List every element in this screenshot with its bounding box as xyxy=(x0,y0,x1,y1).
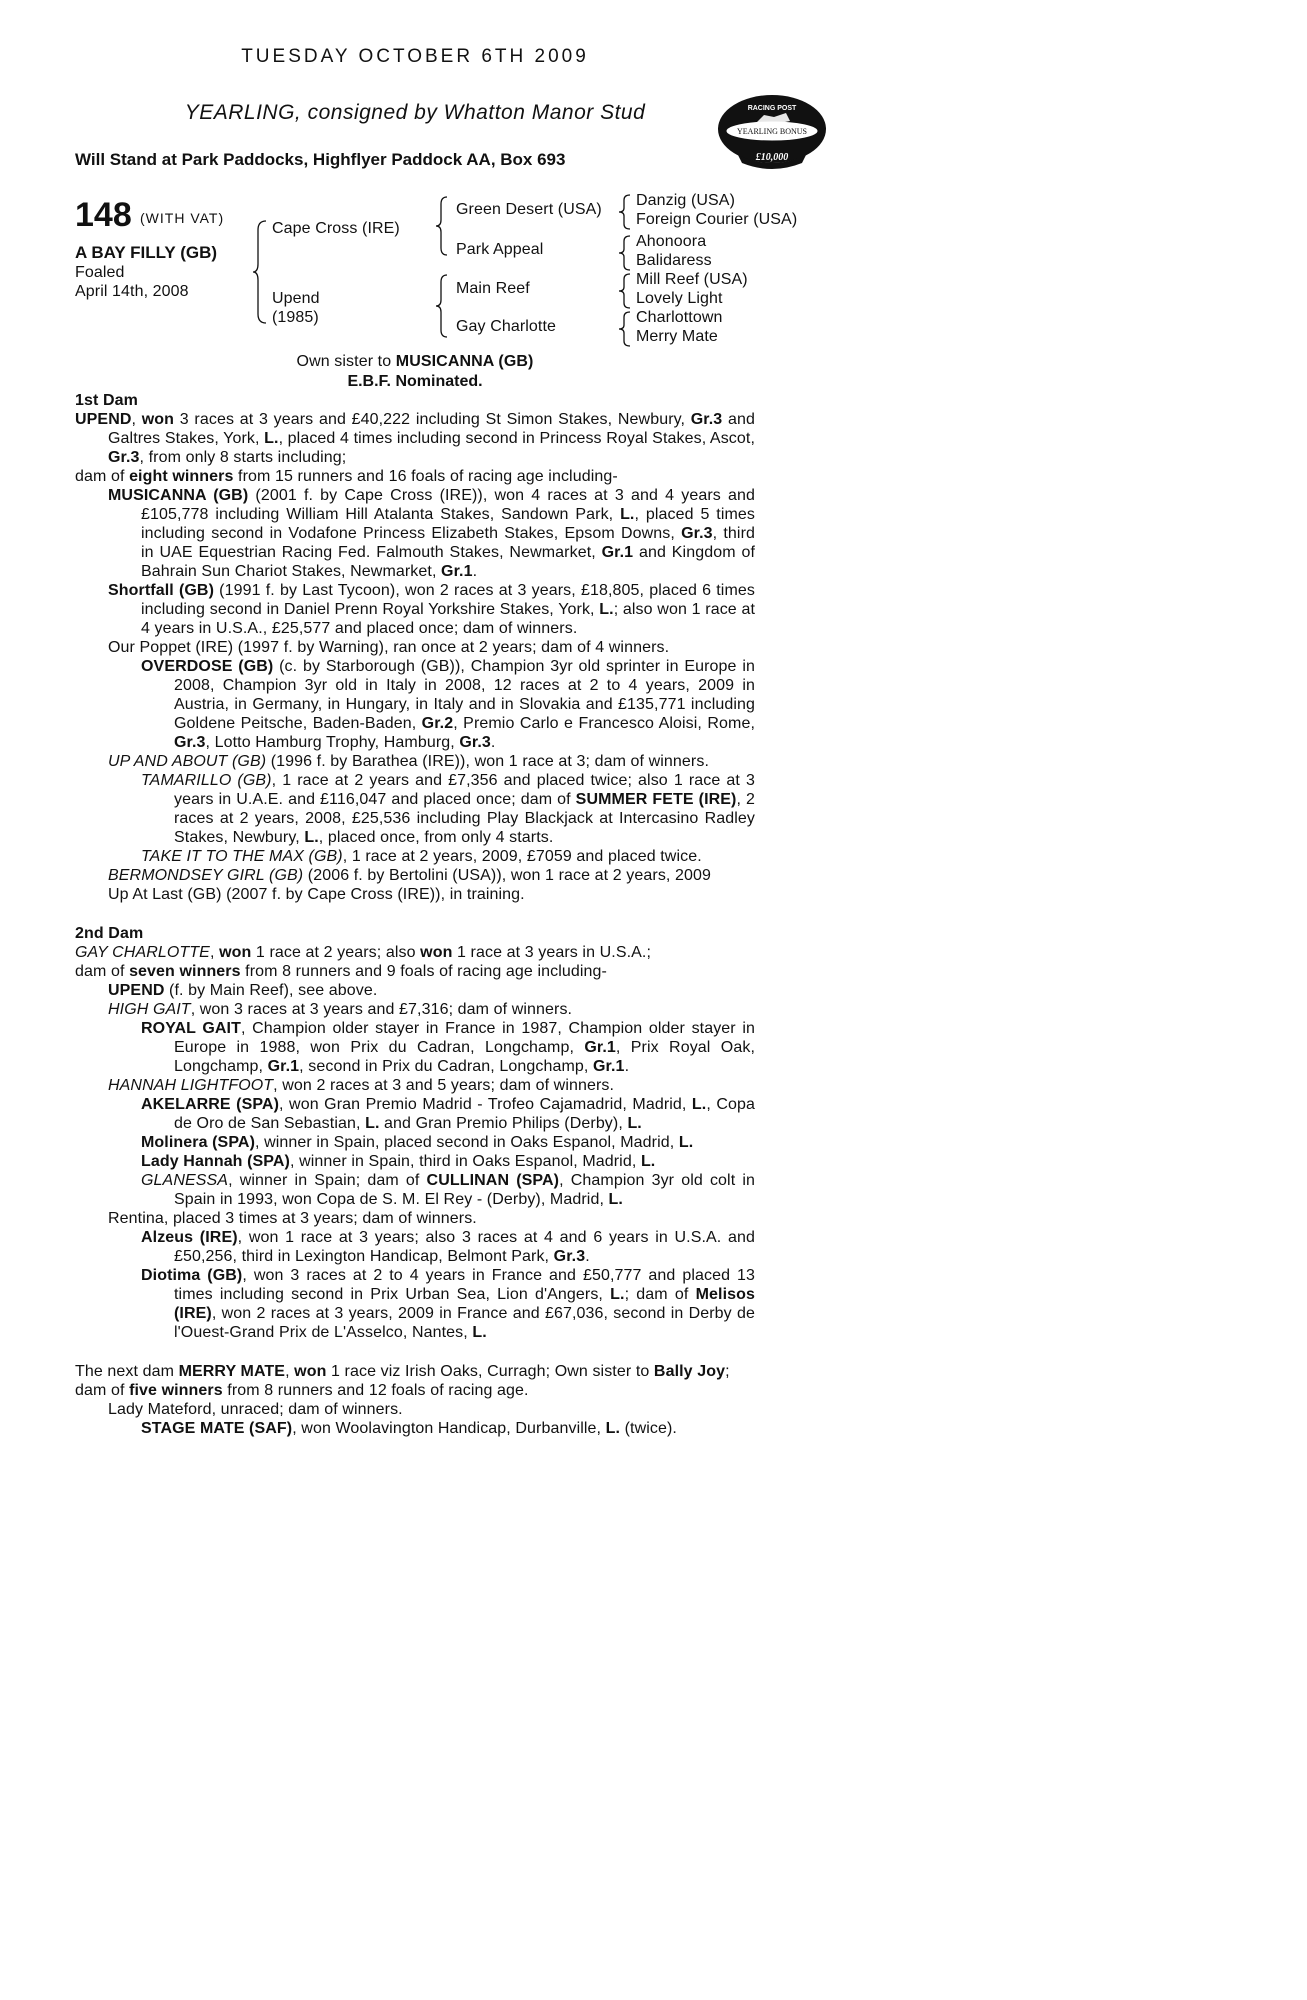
produce-alzeus: Alzeus (IRE), won 1 race at 3 years; also 3 races at 4 and 6 years in U.S.A. and £50,256, third in Lexington Handicap, Belmont Park, Gr.3. xyxy=(141,1229,755,1265)
produce-stage-mate: STAGE MATE (SAF), won Woolavington Handicap, Durbanville, L. (twice). xyxy=(141,1420,677,1437)
produce-glanessa: GLANESSA, winner in Spain; dam of CULLINAN (SPA), Champion 3yr old colt in Spain in 1993, won Copa de S. M. El Rey - (Derby), Madrid, L. xyxy=(141,1172,756,1208)
produce-take-it-to-the-max: TAKE IT TO THE MAX (GB), 1 race at 2 years, 2009, £7059 and placed twice. xyxy=(141,848,702,865)
foaled-date: April 14th, 2008 xyxy=(75,283,189,300)
first-dam-produce-summary: dam of eight winners from 15 runners and 16 foals of racing age including- xyxy=(75,468,618,485)
catalogue-body xyxy=(75,391,755,1438)
badge-mid-text: YEARLING BONUS xyxy=(737,127,807,136)
pedigree-dds: Charlottown xyxy=(636,309,723,326)
produce-up-at-last: Up At Last (GB) (2007 f. by Cape Cross (IRE)), in training. xyxy=(108,886,525,903)
pedigree-ds: Main Reef xyxy=(456,280,530,297)
produce-musicanna: MUSICANNA (GB) (2001 f. by Cape Cross (IRE)), won 4 races at 3 and 4 years and £105,778 including William Hill Atalanta Stakes, Sandown Park, L., placed 5 times including second in Vodafone Princess Elizabeth Stakes, Epsom Downs, Gr.3, third in UAE Equestrian Racing Fed. Falmouth Stakes, Newmarket, Gr.1 and Kingdom of Bahrain Sun Chariot Stakes, Newmarket, Gr.1. xyxy=(108,487,756,580)
yearling-bonus-badge xyxy=(716,93,828,169)
pedigree-sdd: Balidaress xyxy=(636,252,712,269)
own-sister-note xyxy=(0,352,830,372)
pedigree-brace-dam xyxy=(435,274,449,338)
produce-akelarre: AKELARRE (SPA), won Gran Premio Madrid - Trofeo Cajamadrid, Madrid, L., Copa de Oro de San Sebastian, L. and Gran Premio Philips (Derby), L. xyxy=(141,1096,755,1132)
next-dam-merry-mate: The next dam MERRY MATE, won 1 race viz Irish Oaks, Curragh; Own sister to Bally Joy; xyxy=(75,1363,730,1380)
pedigree-sd: Park Appeal xyxy=(456,241,544,258)
stand-location: Will Stand at Park Paddocks, Highflyer Paddock AA, Box 693 xyxy=(75,150,566,169)
pedigree-ddd: Merry Mate xyxy=(636,328,718,345)
lot-number: 148 xyxy=(75,196,132,234)
pedigree-brace-ds xyxy=(618,273,632,309)
produce-high-gait: HIGH GAIT, won 3 races at 3 years and £7,316; dam of winners. xyxy=(108,1001,573,1018)
produce-hannah-lightfoot: HANNAH LIGHTFOOT, won 2 races at 3 and 5 years; dam of winners. xyxy=(108,1077,615,1094)
badge-top-text: RACING POST xyxy=(747,105,797,112)
next-dam-produce-summary: dam of five winners from 8 runners and 12 foals of racing age. xyxy=(75,1382,529,1399)
pedigree-sss: Danzig (USA) xyxy=(636,192,736,209)
pedigree-dam-year: (1985) xyxy=(272,309,319,326)
second-dam-produce-summary: dam of seven winners from 8 runners and 9 foals of racing age including- xyxy=(75,963,607,980)
own-sister-prefix: Own sister to xyxy=(296,353,396,370)
badge-amount: £10,000 xyxy=(755,152,789,163)
produce-molinera: Molinera (SPA), winner in Spain, placed second in Oaks Espanol, Madrid, L. xyxy=(141,1134,694,1151)
first-dam-upend: UPEND, won 3 races at 3 years and £40,222 including St Simon Stakes, Newbury, Gr.3 and Galtres Stakes, York, L., placed 4 times including second in Princess Royal Stakes, Ascot, Gr.3, from only 8 starts including; xyxy=(75,411,755,466)
produce-lady-mateford: Lady Mateford, unraced; dam of winners. xyxy=(108,1401,403,1418)
consignor-line: YEARLING, consigned by Whatton Manor Stud xyxy=(184,101,646,124)
horse-name: A BAY FILLY (GB) xyxy=(75,243,218,262)
foaled-label: Foaled xyxy=(75,264,125,281)
own-sister-name: MUSICANNA (GB) xyxy=(395,353,534,370)
pedigree-brace-ss xyxy=(618,194,632,230)
pedigree-dam: Upend xyxy=(272,290,320,307)
pedigree-dsd: Lovely Light xyxy=(636,290,723,307)
vat-note: (WITH VAT) xyxy=(140,210,225,226)
pedigree-dss: Mill Reef (USA) xyxy=(636,271,748,288)
pedigree-brace-sd xyxy=(618,235,632,271)
second-dam-gay-charlotte: GAY CHARLOTTE, won 1 race at 2 years; also won 1 race at 3 years in U.S.A.; xyxy=(75,944,652,961)
produce-diotima: Diotima (GB), won 3 races at 2 to 4 years in France and £50,777 and placed 13 times including second in Prix Urban Sea, Lion d'Angers, L.; dam of Melisos (IRE), won 2 races at 3 years, 2009 in France and £67,036, second in Derby de l'Ouest-Grand Prix de L'Asselco, Nantes, L. xyxy=(141,1267,756,1341)
produce-bermondsey-girl: BERMONDSEY GIRL (GB) (2006 f. by Bertolini (USA)), won 1 race at 2 years, 2009 xyxy=(108,867,712,884)
pedigree-brace-dd xyxy=(618,311,632,347)
pedigree-sds: Ahonoora xyxy=(636,233,707,250)
sale-date: TUESDAY OCTOBER 6TH 2009 xyxy=(241,46,589,67)
pedigree-sire: Cape Cross (IRE) xyxy=(272,220,400,237)
ebf-nominated: E.B.F. Nominated. xyxy=(347,373,483,390)
produce-lady-hannah: Lady Hannah (SPA), winner in Spain, third in Oaks Espanol, Madrid, L. xyxy=(141,1153,656,1170)
produce-tamarillo: TAMARILLO (GB), 1 race at 2 years and £7,356 and placed twice; also 1 race at 3 years in U.A.E. and £116,047 and placed once; dam of SUMMER FETE (IRE), 2 races at 2 years, 2008, £25,536 including Play Blackjack at Intercasino Radley Stakes, Newbury, L., placed once, from only 4 starts. xyxy=(141,772,756,846)
produce-overdose: OVERDOSE (GB) (c. by Starborough (GB)), Champion 3yr old sprinter in Europe in 2008, Champion 3yr old in Italy in 2008, 12 races at 2 to 4 years, 2009 in Austria, in Germany, in Hungary, in Italy and in Slovakia and £135,771 including Goldene Peitsche, Baden-Baden, Gr.2, Premio Carlo e Francesco Aloisi, Rome, Gr.3, Lotto Hamburg Trophy, Hamburg, Gr.3. xyxy=(141,658,756,751)
first-dam-heading: 1st Dam xyxy=(75,392,138,409)
produce-shortfall: Shortfall (GB) (1991 f. by Last Tycoon), won 2 races at 3 years, £18,805, placed 6 times including second in Daniel Prenn Royal Yorkshire Stakes, York, L.; also won 1 race at 4 years in U.S.A., £25,577 and placed once; dam of winners. xyxy=(108,582,755,637)
produce-up-and-about: UP AND ABOUT (GB) (1996 f. by Barathea (IRE)), won 1 race at 3; dam of winners. xyxy=(108,753,710,770)
pedigree-brace-sire xyxy=(435,196,449,256)
pedigree-ssd: Foreign Courier (USA) xyxy=(636,211,798,228)
produce-our-poppet: Our Poppet (IRE) (1997 f. by Warning), ran once at 2 years; dam of 4 winners. xyxy=(108,639,670,656)
pedigree-brace-main xyxy=(252,220,268,324)
produce-upend: UPEND (f. by Main Reef), see above. xyxy=(108,982,378,999)
produce-royal-gait: ROYAL GAIT, Champion older stayer in France in 1987, Champion older stayer in Europe in 1988, won Prix du Cadran, Longchamp, Gr.1, Prix Royal Oak, Longchamp, Gr.1, second in Prix du Cadran, Longchamp, Gr.1. xyxy=(141,1020,755,1075)
pedigree-ss: Green Desert (USA) xyxy=(456,201,602,218)
second-dam-heading: 2nd Dam xyxy=(75,925,144,942)
pedigree-dd: Gay Charlotte xyxy=(456,318,557,335)
produce-rentina: Rentina, placed 3 times at 3 years; dam of winners. xyxy=(108,1210,477,1227)
